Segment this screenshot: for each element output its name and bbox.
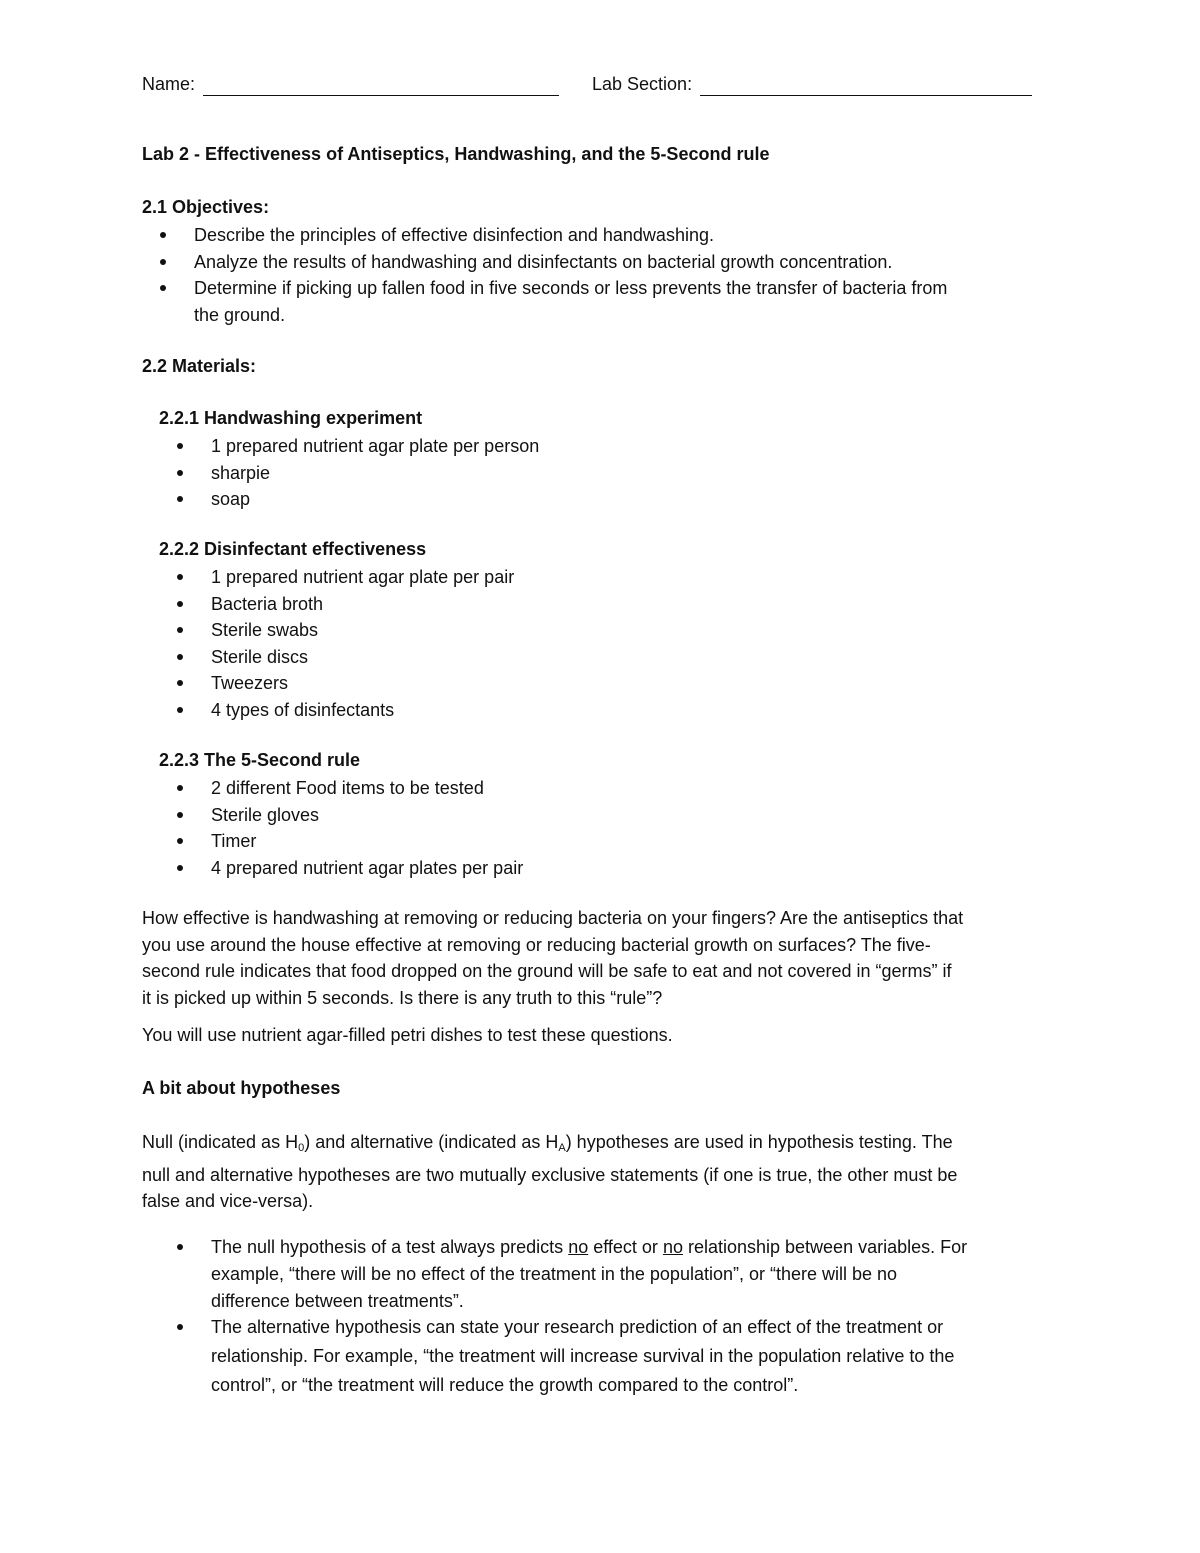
lab-section-label: Lab Section: bbox=[592, 74, 693, 94]
list-item: 2 different Food items to be tested bbox=[211, 777, 523, 804]
five-second-list bbox=[211, 777, 523, 883]
lab-section-field[interactable] bbox=[700, 95, 1032, 96]
intro-line: it is picked up within 5 seconds. Is there is any truth to this “rule”? bbox=[142, 987, 663, 1008]
alt-line: The alternative hypothesis can state your research prediction of an effect of the treatment or bbox=[211, 1317, 944, 1337]
materials-5-second-heading: 2.2.3 The 5-Second rule bbox=[159, 750, 361, 770]
materials-disinfectant-heading: 2.2.2 Disinfectant effectiveness bbox=[159, 539, 427, 559]
list-item: 4 types of disinfectants bbox=[211, 699, 514, 726]
intro-paragraph bbox=[142, 905, 1062, 1011]
list-item: sharpie bbox=[211, 462, 539, 489]
list-item: Bacteria broth bbox=[211, 593, 514, 620]
alt-line: relationship. For example, “the treatment will increase survival in the population relative to the bbox=[211, 1346, 955, 1366]
hypotheses-heading: A bit about hypotheses bbox=[142, 1078, 341, 1098]
handwashing-list bbox=[211, 435, 539, 515]
objectives-list bbox=[194, 224, 947, 330]
name-label: Name: bbox=[142, 74, 196, 94]
materials-heading: 2.2 Materials: bbox=[142, 356, 257, 376]
hypotheses-paragraph bbox=[142, 1129, 1062, 1215]
list-item: 4 prepared nutrient agar plates per pair bbox=[211, 857, 523, 884]
hypotheses-line: null and alternative hypotheses are two mutually exclusive statements (if one is true, the other must be bbox=[142, 1164, 958, 1185]
materials-handwashing-heading: 2.2.1 Handwashing experiment bbox=[159, 408, 423, 428]
list-item: Sterile discs bbox=[211, 646, 514, 673]
list-item bbox=[211, 1236, 967, 1316]
disinfectant-list bbox=[211, 566, 514, 725]
objective-line: Determine if picking up fallen food in five seconds or less prevents the transfer of bacteria from bbox=[194, 278, 948, 298]
list-item: 1 prepared nutrient agar plate per pair bbox=[211, 566, 514, 593]
null-line: The null hypothesis of a test always predicts no effect or no relationship between variables. For bbox=[211, 1237, 968, 1257]
hypotheses-list bbox=[211, 1236, 967, 1401]
list-item: Tweezers bbox=[211, 672, 514, 699]
hypotheses-line: Null (indicated as $H_0$) and alternative (indicated as $H_A$) hypotheses are used in hypothesis testing. The bbox=[142, 1132, 953, 1154]
list-item bbox=[194, 277, 947, 330]
null-line: example, “there will be no effect of the treatment in the population”, or “there will be no bbox=[211, 1264, 898, 1284]
list-item: 1 prepared nutrient agar plate per person bbox=[211, 435, 539, 462]
list-item: Sterile swabs bbox=[211, 619, 514, 646]
objective-line: the ground. bbox=[194, 304, 286, 325]
name-field[interactable] bbox=[203, 95, 559, 96]
list-item bbox=[211, 1316, 967, 1401]
intro-line: How effective is handwashing at removing or reducing bacteria on your fingers? Are the antiseptics that bbox=[142, 908, 964, 928]
null-line: difference between treatments”. bbox=[211, 1291, 464, 1311]
list-item: Timer bbox=[211, 830, 523, 857]
objectives-heading: 2.1 Objectives: bbox=[142, 197, 270, 217]
hypotheses-line: false and vice-versa). bbox=[142, 1191, 314, 1211]
list-item: Sterile gloves bbox=[211, 804, 523, 831]
intro-line: second rule indicates that food dropped on the ground will be safe to eat and not covered in “germs” if bbox=[142, 961, 952, 981]
page-title: Lab 2 - Effectiveness of Antiseptics, Handwashing, and the 5-Second rule bbox=[142, 144, 770, 164]
intro-closing: You will use nutrient agar-filled petri dishes to test these questions. bbox=[142, 1025, 673, 1045]
alt-line: control”, or “the treatment will reduce the growth compared to the control”. bbox=[211, 1375, 799, 1395]
list-item: Describe the principles of effective disinfection and handwashing. bbox=[194, 224, 947, 251]
list-item: soap bbox=[211, 488, 539, 515]
intro-line: you use around the house effective at removing or reducing bacterial growth on surfaces? The five- bbox=[142, 934, 931, 955]
list-item: Analyze the results of handwashing and disinfectants on bacterial growth concentration. bbox=[194, 251, 947, 278]
